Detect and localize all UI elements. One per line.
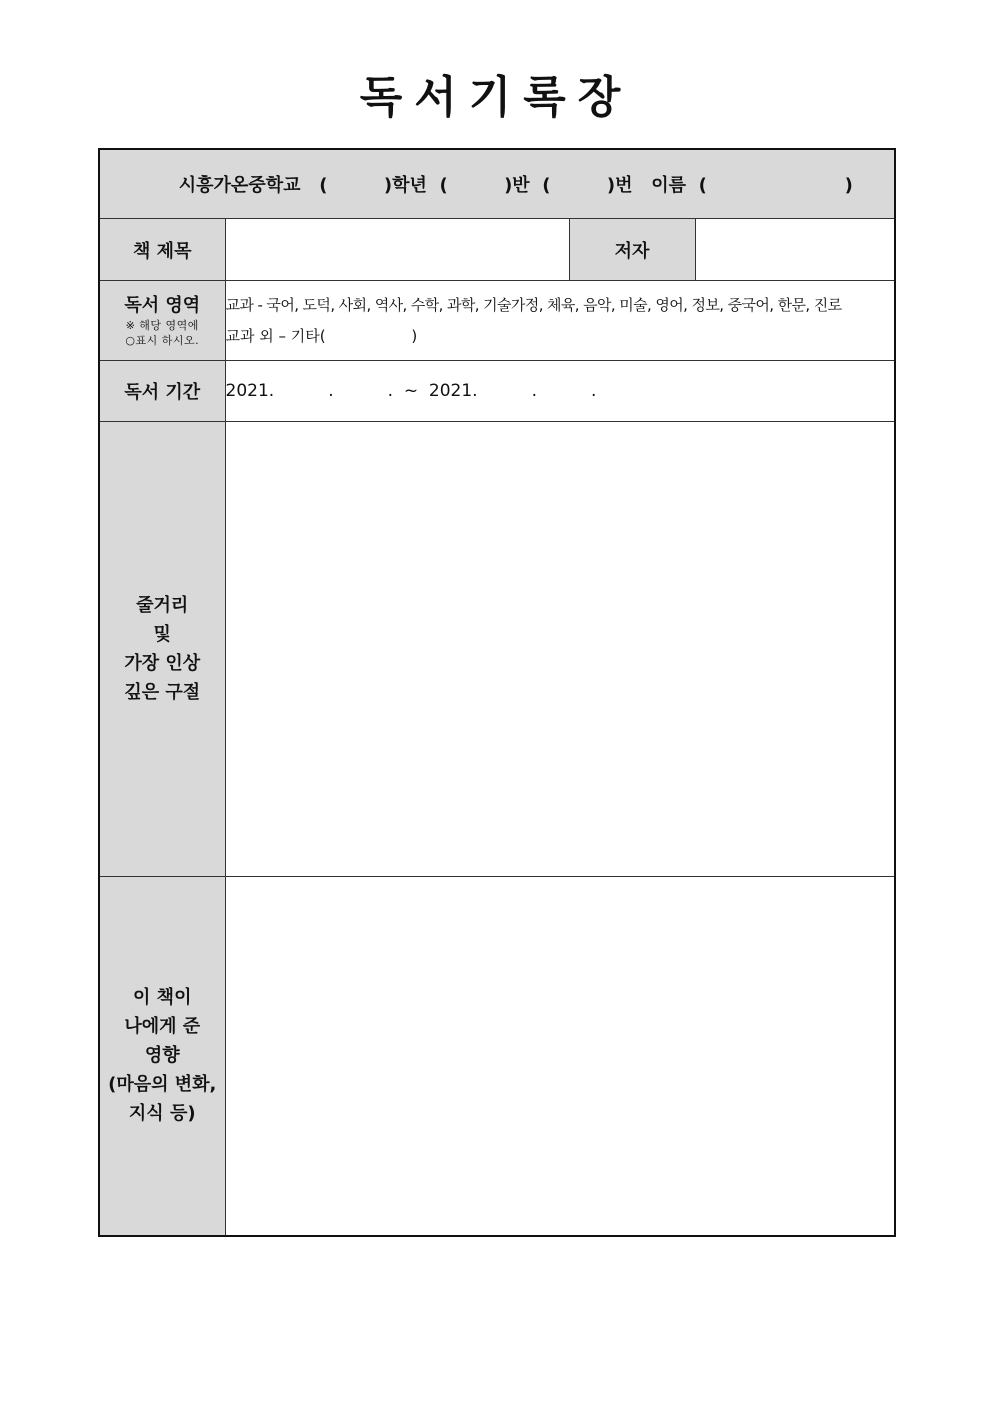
influence-label-line: 영향: [144, 1045, 180, 1067]
reading-area-note-1: ※ 해당 영역에: [125, 318, 199, 332]
summary-label-line: 깊은 구절: [124, 682, 201, 703]
summary-field[interactable]: [225, 422, 895, 877]
page-title: 독서기록장: [359, 72, 633, 123]
reading-record-form: [98, 148, 896, 1237]
summary-label: [99, 422, 225, 877]
reading-area-note-2: ○표시 하시오.: [125, 333, 200, 347]
reading-period-field[interactable]: 2021. . . ~ 2021. . .: [225, 361, 895, 422]
student-info-line: 시흥가온중학교 ( )학년 ( )반 ( )번 이름 ( ): [178, 175, 853, 196]
author-label: 저자: [569, 219, 695, 281]
reading-area-options[interactable]: [225, 281, 895, 361]
summary-label-line: 줄거리: [136, 595, 189, 616]
influence-field[interactable]: [225, 877, 895, 1236]
influence-label-line: 이 책이: [133, 987, 192, 1009]
influence-label: [99, 877, 225, 1236]
influence-label-line: 나에게 준: [124, 1016, 201, 1038]
reading-area-subjects: 교과 - 국어, 도덕, 사회, 역사, 수학, 과학, 기술가정, 체육, 음악, 미술, 영어, 정보, 중국어, 한문, 진로: [225, 295, 842, 314]
reading-period-label: 독서 기간: [99, 361, 225, 422]
book-title-label: 책 제목: [99, 219, 225, 281]
influence-label-line: (마음의 변화,: [108, 1074, 217, 1096]
reading-area-other: 교과 외 – 기타( ): [225, 326, 418, 345]
summary-label-line: 및: [153, 624, 171, 645]
student-info-header: [99, 149, 895, 219]
author-field[interactable]: [695, 219, 895, 281]
reading-area-label-cell: [99, 281, 225, 361]
influence-label-line: 지식 등): [128, 1103, 196, 1125]
reading-area-label: 독서 영역: [124, 294, 201, 316]
book-title-field[interactable]: [225, 219, 569, 281]
summary-label-line: 가장 인상: [124, 653, 201, 674]
